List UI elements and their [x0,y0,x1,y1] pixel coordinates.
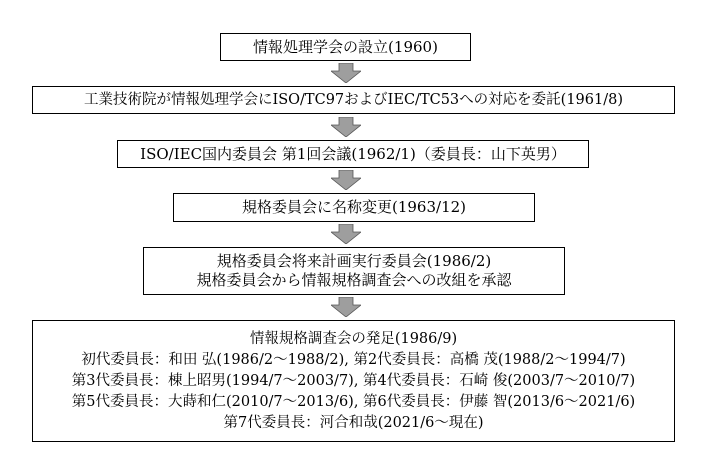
step-6-box [32,320,675,442]
step-2-box [32,86,675,114]
step-6-line-3: 第3代委員長：棟上昭男(1994/7〜2003/7), 第4代委員長：石崎 俊(2003/7〜2010/7) [71,372,636,389]
step-3-box [117,140,589,168]
step-3-text: ISO/IEC国内委員会 第1回会議(1962/1)（委員長：山下英男） [140,144,566,163]
step-1-text: 情報処理学会の設立(1960) [253,37,438,56]
down-arrow-icon [331,224,361,244]
step-5-line-1: 規格委員会将来計画実行委員会(1986/2) [216,252,492,270]
step-6-line-1: 情報規格調査会の発足(1986/9) [249,330,458,347]
down-arrow-icon [331,170,361,190]
step-6-line-5: 第7代委員長：河合和哉(2021/6〜現在) [223,414,484,431]
down-arrow-icon [331,63,361,83]
step-6-line-4: 第5代委員長：大蒔和仁(2010/7〜2013/6), 第6代委員長：伊藤 智(2013/6〜2021/6) [71,393,636,410]
step-5-box [143,247,565,295]
step-4-box [173,193,535,222]
step-1-box [220,33,471,61]
down-arrow-icon [331,297,361,317]
down-arrow-icon [331,117,361,137]
step-2-text: 工業技術院が情報処理学会にISO/TC97およびIEC/TC53への対応を委託(1961/8) [84,91,623,108]
step-6-line-2: 初代委員長：和田 弘(1986/2〜1988/2), 第2代委員長：高橋 茂(1988/2〜1994/7) [81,351,626,368]
step-5-line-2: 規格委員会から情報規格調査会への改組を承認 [196,271,512,289]
step-4-text: 規格委員会に名称変更(1963/12) [241,198,467,216]
